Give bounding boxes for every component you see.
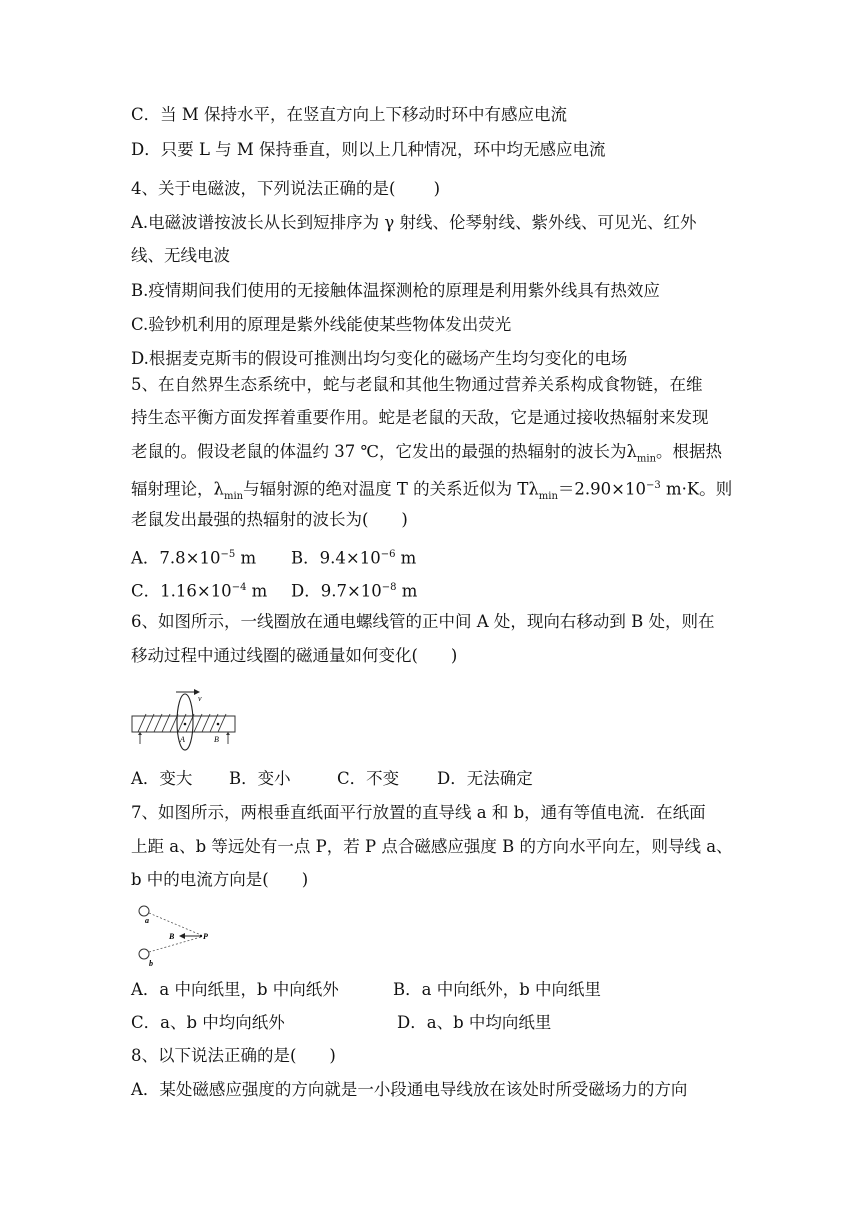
- point-p-label: P: [203, 932, 208, 941]
- q5-line3: 老鼠的。假设老鼠的体温约 37 ℃，它发出的最强的热辐射的波长为$\lambda_{min}$。根据热: [131, 442, 723, 465]
- q7-option-d: D．a、b 中均向纸里: [397, 1013, 552, 1032]
- q5-option-b: B．$9.4\times 10^{-6}$ m: [291, 548, 417, 568]
- q5-option-a: A．$7.8\times 10^{-5}$ m: [131, 548, 257, 568]
- point-a-label: A: [180, 735, 185, 744]
- q7-line3: b 中的电流方向是( ): [131, 870, 309, 889]
- q5-option-c: C．$1.16\times 10^{-4}$ m: [131, 581, 268, 601]
- q5-line1: 5、在自然界生态系统中，蛇与老鼠和其他生物通过营养关系构成食物链，在维: [131, 375, 703, 394]
- q4-option-c: C.验钞机利用的原理是紫外线能使某些物体发出荧光: [131, 315, 512, 334]
- q5-line2: 持生态平衡方面发挥着重要作用。蛇是老鼠的天敌，它是通过接收热辐射来发现: [131, 408, 709, 427]
- q7-line1: 7、如图所示，两根垂直纸面平行放置的直导线 a 和 b，通有等值电流．在纸面: [131, 803, 706, 822]
- q7-option-c: C．a、b 中均向纸外: [131, 1013, 285, 1032]
- q4-option-a-line2: 线、无线电波: [131, 246, 230, 265]
- q6-option-a: A．变大: [131, 769, 193, 788]
- q5-option-d: D．$9.7\times 10^{-8}$ m: [291, 581, 418, 601]
- point-b-label: B: [214, 735, 219, 744]
- wire-b-label: b: [149, 959, 153, 968]
- q8-option-a: A．某处磁感应强度的方向就是一小段通电导线放在该处时所受磁场力的方向: [131, 1080, 688, 1099]
- q6-line1: 6、如图所示，一线圈放在通电螺线管的正中间 A 处，现向右移动到 B 处，则在: [131, 612, 715, 631]
- q4-option-b: B.疫情期间我们使用的无接触体温探测枪的原理是利用紫外线具有热效应: [131, 281, 660, 300]
- q5-line5: 老鼠发出最强的热辐射的波长为( ): [131, 510, 408, 529]
- wires-figure: [133, 902, 215, 970]
- q6-option-d: D．无法确定: [437, 769, 533, 788]
- velocity-label: v: [198, 694, 202, 703]
- q7-option-b: B．a 中向纸外，b 中向纸里: [393, 980, 602, 999]
- q3-option-c: C．当 M 保持水平，在竖直方向上下移动时环中有感应电流: [131, 105, 568, 124]
- q6-option-b: B．变小: [229, 769, 291, 788]
- q6-option-c: C．不变: [337, 769, 400, 788]
- q7-line2: 上距 a、b 等远处有一点 P，若 P 点合磁感应强度 B 的方向水平向左，则导线 a、: [131, 837, 733, 856]
- q8-stem: 8、以下说法正确的是( ): [131, 1046, 336, 1065]
- q7-option-a: A．a 中向纸里，b 中向纸外: [131, 980, 339, 999]
- q3-option-d: D．只要 L 与 M 保持垂直，则以上几种情况，环中均无感应电流: [131, 140, 606, 159]
- q4-option-d: D.根据麦克斯韦的假设可推测出均匀变化的磁场产生均匀变化的电场: [131, 349, 628, 368]
- q4-stem: 4、关于电磁波，下列说法正确的是( ): [131, 179, 441, 198]
- q4-option-a-line1: A.电磁波谱按波长从长到短排序为 γ 射线、伦琴射线、紫外线、可见光、红外: [131, 213, 697, 232]
- wire-a-label: a: [145, 916, 149, 925]
- q6-line2: 移动过程中通过线圈的磁通量如何变化( ): [131, 646, 458, 665]
- solenoid-figure: [128, 684, 243, 756]
- q5-line4: 辐射理论，$\lambda_{min}$与辐射源的绝对温度 T 的关系近似为 $T\lambda_{min}=2.90\times 10^{-3}$ m·K。则: [131, 479, 733, 502]
- field-b-label: B: [169, 932, 175, 941]
